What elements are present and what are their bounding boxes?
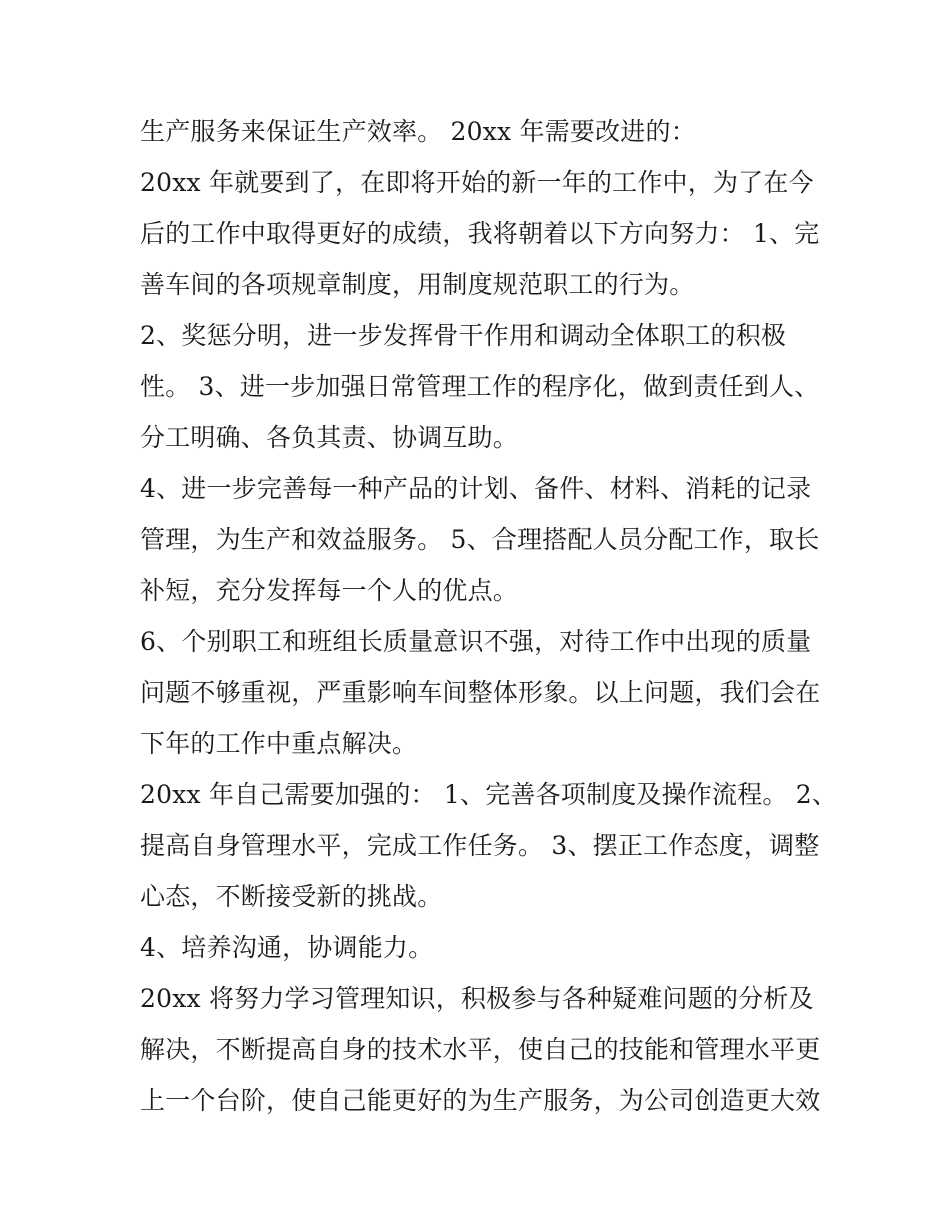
- text-line: 4、培养沟通，协调能力。: [140, 933, 434, 962]
- text-line: 管理，为生产和效益服务。 5、合理搭配人员分配工作，取长: [140, 525, 820, 554]
- text-line: 2、奖惩分明，进一步发挥骨干作用和调动全体职工的积极: [140, 321, 787, 350]
- text-line: 20xx 年就要到了，在即将开始的新一年的工作中，为了在今: [140, 168, 814, 197]
- text-line: 20xx 年自己需要加强的： 1、完善各项制度及操作流程。 2、: [140, 780, 838, 809]
- text-line: 生产服务来保证生产效率。 20xx 年需要改进的：: [140, 117, 696, 146]
- text-line: 解决，不断提高自身的技术水平，使自己的技能和管理水平更: [140, 1035, 821, 1064]
- text-line: 心态，不断接受新的挑战。: [140, 882, 443, 911]
- text-line: 6、个别职工和班组长质量意识不强，对待工作中出现的质量: [140, 627, 812, 656]
- text-line: 问题不够重视，严重影响车间整体形象。以上问题，我们会在: [140, 678, 821, 707]
- text-line: 善车间的各项规章制度，用制度规范职工的行为。: [140, 270, 695, 299]
- text-line: 分工明确、各负其责、协调互助。: [140, 423, 519, 452]
- text-line: 性。 3、进一步加强日常管理工作的程序化，做到责任到人、: [140, 372, 820, 401]
- text-line: 4、进一步完善每一种产品的计划、备件、材料、消耗的记录: [140, 474, 812, 503]
- text-line: 提高自身管理水平，完成工作任务。 3、摆正工作态度，调整: [140, 831, 820, 860]
- text-line: 后的工作中取得更好的成绩，我将朝着以下方向努力： 1、完: [140, 219, 820, 248]
- text-line: 20xx 将努力学习管理知识，积极参与各种疑难问题的分析及: [140, 984, 814, 1013]
- text-line: 下年的工作中重点解决。: [140, 729, 418, 758]
- text-line: 上一个台阶，使自己能更好的为生产服务，为公司创造更大效: [140, 1086, 821, 1115]
- text-line: 补短，充分发挥每一个人的优点。: [140, 576, 519, 605]
